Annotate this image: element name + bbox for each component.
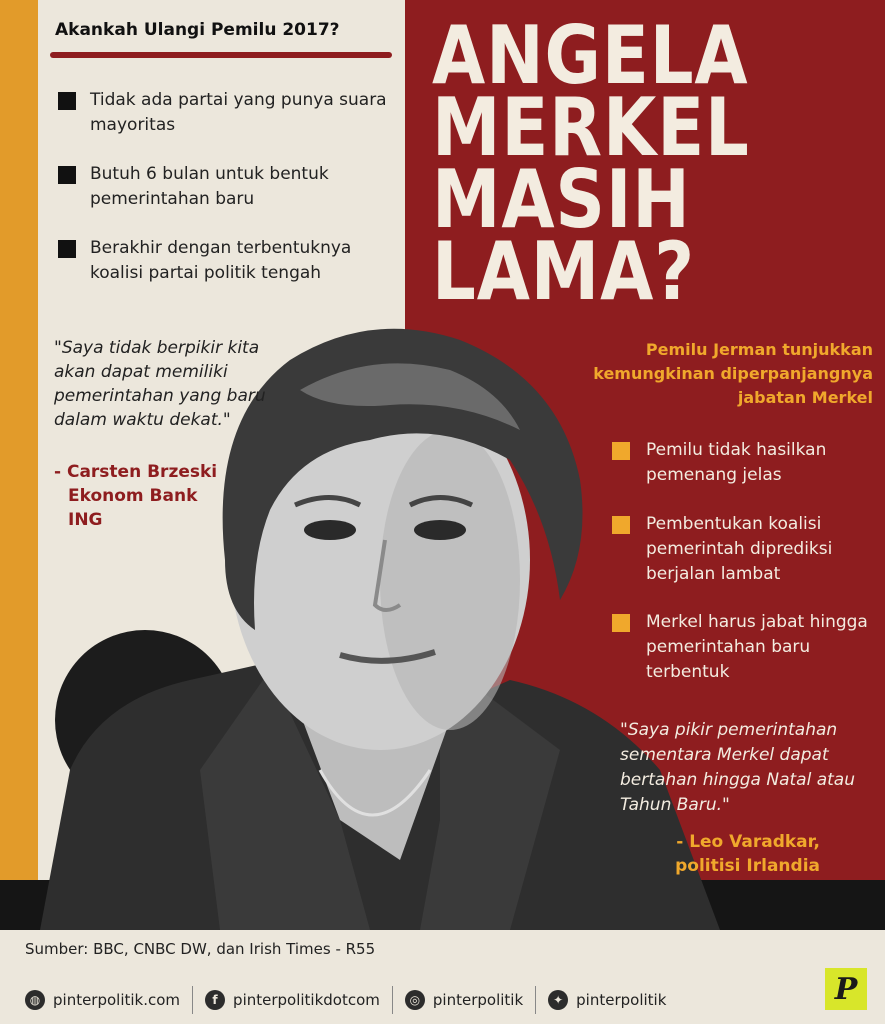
source-credit: Sumber: BBC, CNBC DW, dan Irish Times - R55 xyxy=(25,940,376,958)
headline xyxy=(432,9,750,318)
right-quote: "Saya pikir pemerintahan sementara Merkel dapat bertahan hingga Natal atau Tahun Baru." xyxy=(620,720,855,815)
social-link-facebook[interactable] xyxy=(205,990,380,1010)
left-quote-attribution xyxy=(54,460,217,532)
left-quote-author: - Carsten Brzeski xyxy=(54,462,218,482)
social-link-twitter[interactable] xyxy=(548,990,666,1010)
left-quote: "Saya tidak berpikir kita akan dapat memiliki pemerintahan yang baru dalam waktu dekat." xyxy=(54,338,266,430)
social-links xyxy=(25,986,666,1014)
right-bullet-item xyxy=(612,610,874,685)
left-bullet-item xyxy=(58,236,388,286)
headline-line: MASIH xyxy=(432,153,691,246)
social-label: pinterpolitik.com xyxy=(53,991,181,1009)
headline-line: ANGELA xyxy=(432,9,749,102)
right-bullet-item xyxy=(612,512,874,587)
pinterpolitik-logo: P xyxy=(825,968,867,1010)
left-bullet-text: Tidak ada partai yang punya suara mayoritas xyxy=(90,90,387,135)
social-label: pinterpolitik xyxy=(432,991,524,1009)
facebook-icon: f xyxy=(205,990,225,1010)
square-bullet-icon xyxy=(612,516,630,534)
social-label: pinterpolitikdotcom xyxy=(233,991,380,1009)
right-bullet-text: Merkel harus jabat hingga pemerintahan baru terbentuk xyxy=(646,612,868,682)
subheadline: Pemilu Jerman tunjukkan kemungkinan diperpanjangnya jabatan Merkel xyxy=(593,340,873,407)
left-bullet-item xyxy=(58,88,388,138)
globe-icon: ◍ xyxy=(25,990,45,1010)
left-bullet-text: Berakhir dengan terbentuknya koalisi partai politik tengah xyxy=(90,238,352,283)
square-bullet-icon xyxy=(612,442,630,460)
square-bullet-icon xyxy=(58,166,76,184)
instagram-icon: ◎ xyxy=(405,990,425,1010)
right-quote-role: politisi Irlandia xyxy=(675,856,820,876)
question-title: Akankah Ulangi Pemilu 2017? xyxy=(55,20,340,40)
left-quote-role: Ekonom Bank xyxy=(68,486,198,506)
square-bullet-icon xyxy=(58,92,76,110)
divider xyxy=(192,986,193,1014)
left-quote-org: ING xyxy=(68,510,103,530)
divider xyxy=(535,986,536,1014)
headline-line: MERKEL xyxy=(432,81,750,174)
twitter-icon: ✦ xyxy=(548,990,568,1010)
square-bullet-icon xyxy=(58,240,76,258)
portrait-left-eye xyxy=(304,520,356,540)
social-label: pinterpolitik xyxy=(576,991,667,1009)
footer xyxy=(0,930,885,1024)
portrait-face-shadow xyxy=(380,430,520,730)
social-link-instagram[interactable] xyxy=(405,990,523,1010)
headline-line: LAMA? xyxy=(432,225,696,318)
right-quote-author: - Leo Varadkar, xyxy=(676,832,820,852)
left-bullet-text: Butuh 6 bulan untuk bentuk pemerintahan baru xyxy=(90,164,329,209)
right-bullet-text: Pemilu tidak hasilkan pemenang jelas xyxy=(646,440,827,485)
right-quote-attribution xyxy=(640,830,820,878)
portrait-right-eye xyxy=(414,520,466,540)
title-underline xyxy=(50,52,392,58)
left-bullet-item xyxy=(58,162,388,212)
divider xyxy=(392,986,393,1014)
square-bullet-icon xyxy=(612,614,630,632)
orange-side-stripe xyxy=(0,0,38,930)
social-link-website[interactable] xyxy=(25,990,180,1010)
right-bullet-item xyxy=(612,438,874,488)
right-bullet-text: Pembentukan koalisi pemerintah diprediksi berjalan lambat xyxy=(646,514,833,584)
